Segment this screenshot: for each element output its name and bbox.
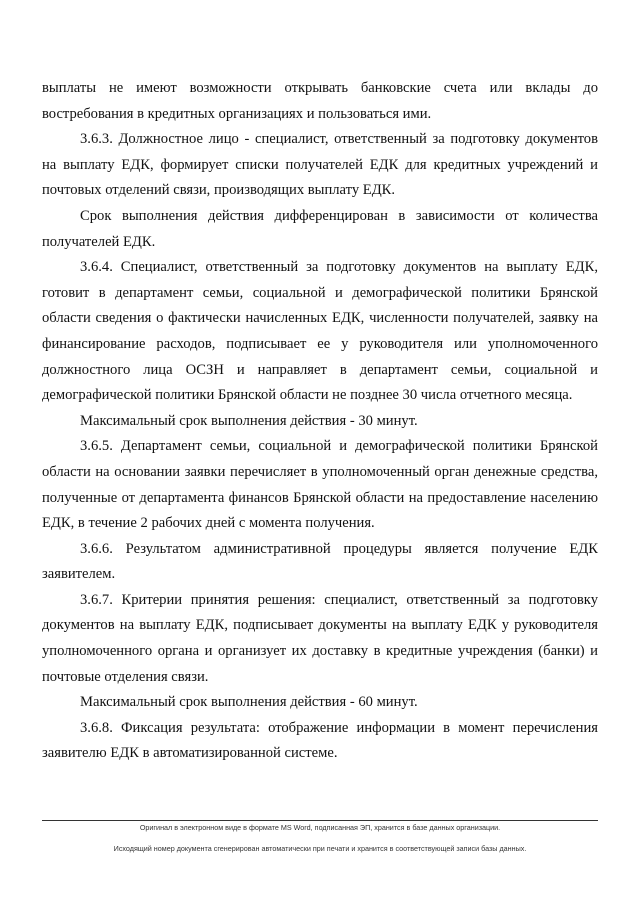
footer-original-note: Оригинал в электронном виде в формате MS Word, подписанная ЭП, хранится в базе данных организации. <box>139 823 501 832</box>
paragraph-term-differentiated: Срок выполнения действия дифференцирован в зависимости от количества получателей ЕДК. <box>42 207 598 250</box>
paragraph-max-term-60: Максимальный срок выполнения действия - 60 минут. <box>80 694 418 711</box>
document-body <box>42 76 598 767</box>
footer-number-note: Исходящий номер документа сгенерирован автоматически при печати и хранится в соответствующей записи базы данных. <box>113 844 527 853</box>
paragraph-3-6-8: 3.6.8. Фиксация результата: отображение информации в момент перечисления заявителю ЕДК в автоматизированной системе. <box>42 719 598 762</box>
paragraph-3-6-6: 3.6.6. Результатом административной процедуры является получение ЕДК заявителем. <box>42 540 598 583</box>
paragraph-continuation: выплаты не имеют возможности открывать банковские счета или вклады до востребования в кредитных организациях и пользоваться ими. <box>42 80 598 122</box>
paragraph-3-6-7: 3.6.7. Критерии принятия решения: специалист, ответственный за подготовку документов на выплату ЕДК, подписывает документы на выплату ЕДК у руководителя уполномоченного органа и организует их доставку в кредитные учреждения (банки) и почтовые отделения связи. <box>42 591 598 685</box>
paragraph-3-6-3: 3.6.3. Должностное лицо - специалист, ответственный за подготовку документов на выплату ЕДК, формирует списки получателей ЕДК для кредитных учреждений и почтовых отделений связи, производящих выплату ЕДК. <box>42 131 598 199</box>
paragraph-3-6-4: 3.6.4. Специалист, ответственный за подготовку документов на выплату ЕДК, готовит в департамент семьи, социальной и демографической политики Брянской области сведения о фактически начисленных ЕДК, численности получателей, заявку на финансирование расходов, подписывает ее у руководителя или уполномоченного должностного лица ОСЗН и направляет в департамент семьи, социальной и демографической политики Брянской области не позднее 30 числа отчетного месяца. <box>42 259 598 404</box>
paragraph-3-6-5: 3.6.5. Департамент семьи, социальной и демографической политики Брянской области на основании заявки перечисляет в уполномоченный орган денежные средства, полученные от департамента финансов Брянской области на предоставление населению ЕДК, в течение 2 рабочих дней с момента получения. <box>42 438 598 532</box>
paragraph-max-term-30: Максимальный срок выполнения действия - 30 минут. <box>80 412 418 429</box>
page-footer <box>42 820 598 853</box>
